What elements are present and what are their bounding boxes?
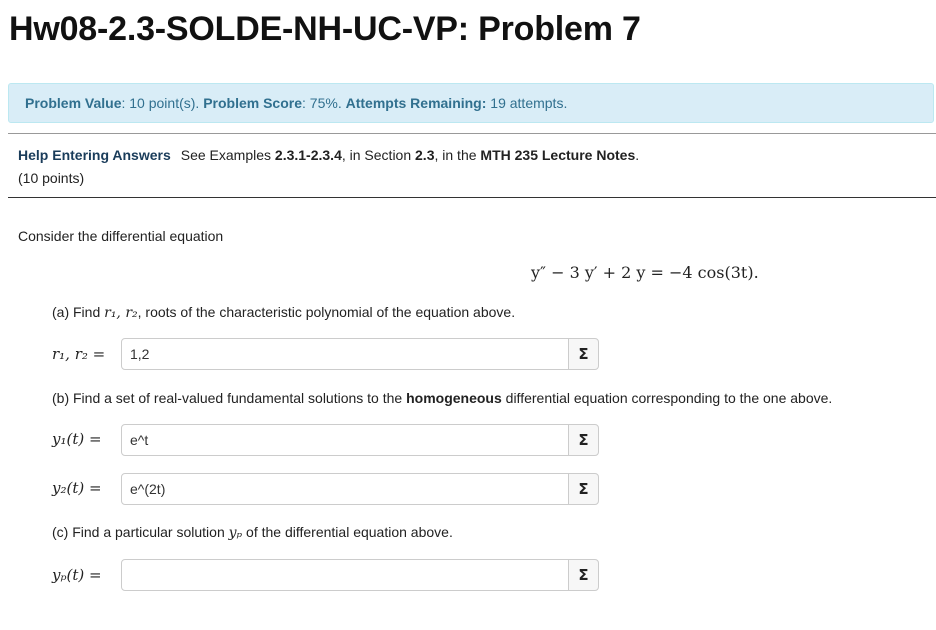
part-c-prompt bbox=[52, 524, 453, 541]
part-a-prompt bbox=[52, 304, 515, 321]
part-c-prompt-math: yₚ bbox=[228, 525, 243, 541]
help-section: 2.3 bbox=[415, 147, 435, 163]
part-a-prompt-text-1: (a) Find bbox=[52, 304, 105, 320]
help-text-2: , in Section bbox=[341, 147, 416, 163]
attempts-remaining: 19 attempts. bbox=[486, 95, 568, 111]
problem-info-bar bbox=[8, 83, 934, 123]
y2-answer-label-text: y₂(t) = bbox=[52, 479, 102, 497]
part-c-prompt-text-1: (c) Find a particular solution bbox=[52, 524, 229, 540]
page-title: Hw08-2.3-SOLDE-NH-UC-VP: Problem 7 bbox=[9, 10, 641, 48]
yp-answer-label-text: yₚ(t) = bbox=[52, 566, 102, 584]
equation-editor-button[interactable] bbox=[568, 559, 599, 591]
y2-answer-input[interactable] bbox=[121, 473, 569, 505]
help-entering-answers-link[interactable]: Help Entering Answers bbox=[18, 147, 171, 163]
y2-answer-label bbox=[52, 479, 102, 497]
divider bbox=[8, 197, 936, 198]
y1-answer-label-text: y₁(t) = bbox=[52, 430, 102, 448]
y1-answer-input[interactable] bbox=[121, 424, 569, 456]
part-b-prompt bbox=[52, 390, 832, 406]
part-b-prompt-bold: homogeneous bbox=[406, 390, 502, 406]
sigma-icon: Σ bbox=[578, 480, 589, 498]
equation-editor-button[interactable] bbox=[568, 473, 599, 505]
attempts-label: Attempts Remaining: bbox=[345, 95, 487, 111]
part-a-prompt-text-2: , roots of the characteristic polynomial of the equation above. bbox=[137, 304, 516, 320]
help-line bbox=[18, 147, 639, 163]
help-text-4: . bbox=[635, 147, 640, 163]
divider bbox=[8, 133, 936, 134]
problem-score: : 75%. bbox=[302, 95, 346, 111]
part-c-prompt-text-2: of the differential equation above. bbox=[242, 524, 453, 540]
problem-value: : 10 point(s). bbox=[121, 95, 204, 111]
equation-editor-button[interactable] bbox=[568, 424, 599, 456]
part-a-prompt-math: r₁, r₂ bbox=[104, 305, 138, 321]
help-lecture-notes: MTH 235 Lecture Notes bbox=[480, 147, 636, 163]
sigma-icon: Σ bbox=[578, 566, 589, 584]
help-text-1: See Examples bbox=[180, 147, 275, 163]
part-b-prompt-text-2: differential equation corresponding to the one above. bbox=[501, 390, 833, 406]
yp-answer-label bbox=[52, 566, 102, 584]
part-b-prompt-text-1: (b) Find a set of real-valued fundamental solutions to the bbox=[52, 390, 407, 406]
problem-value-label: Problem Value bbox=[25, 95, 122, 111]
y1-answer-label bbox=[52, 430, 102, 448]
sigma-icon: Σ bbox=[578, 431, 589, 449]
problem-points: (10 points) bbox=[18, 170, 85, 186]
help-examples: 2.3.1-2.3.4 bbox=[274, 147, 342, 163]
part-a-answer-label-text: r₁, r₂ = bbox=[52, 345, 106, 363]
differential-equation: y″ − 3 y′ + 2 y = −4 cos(3t). bbox=[531, 263, 759, 282]
part-a-answer-label bbox=[52, 345, 105, 363]
problem-intro: Consider the differential equation bbox=[18, 228, 224, 244]
roots-answer-input[interactable] bbox=[121, 338, 569, 370]
help-text-3: , in the bbox=[434, 147, 481, 163]
sigma-icon: Σ bbox=[578, 345, 589, 363]
problem-score-label: Problem Score bbox=[203, 95, 303, 111]
equation-editor-button[interactable] bbox=[568, 338, 599, 370]
yp-answer-input[interactable] bbox=[121, 559, 569, 591]
